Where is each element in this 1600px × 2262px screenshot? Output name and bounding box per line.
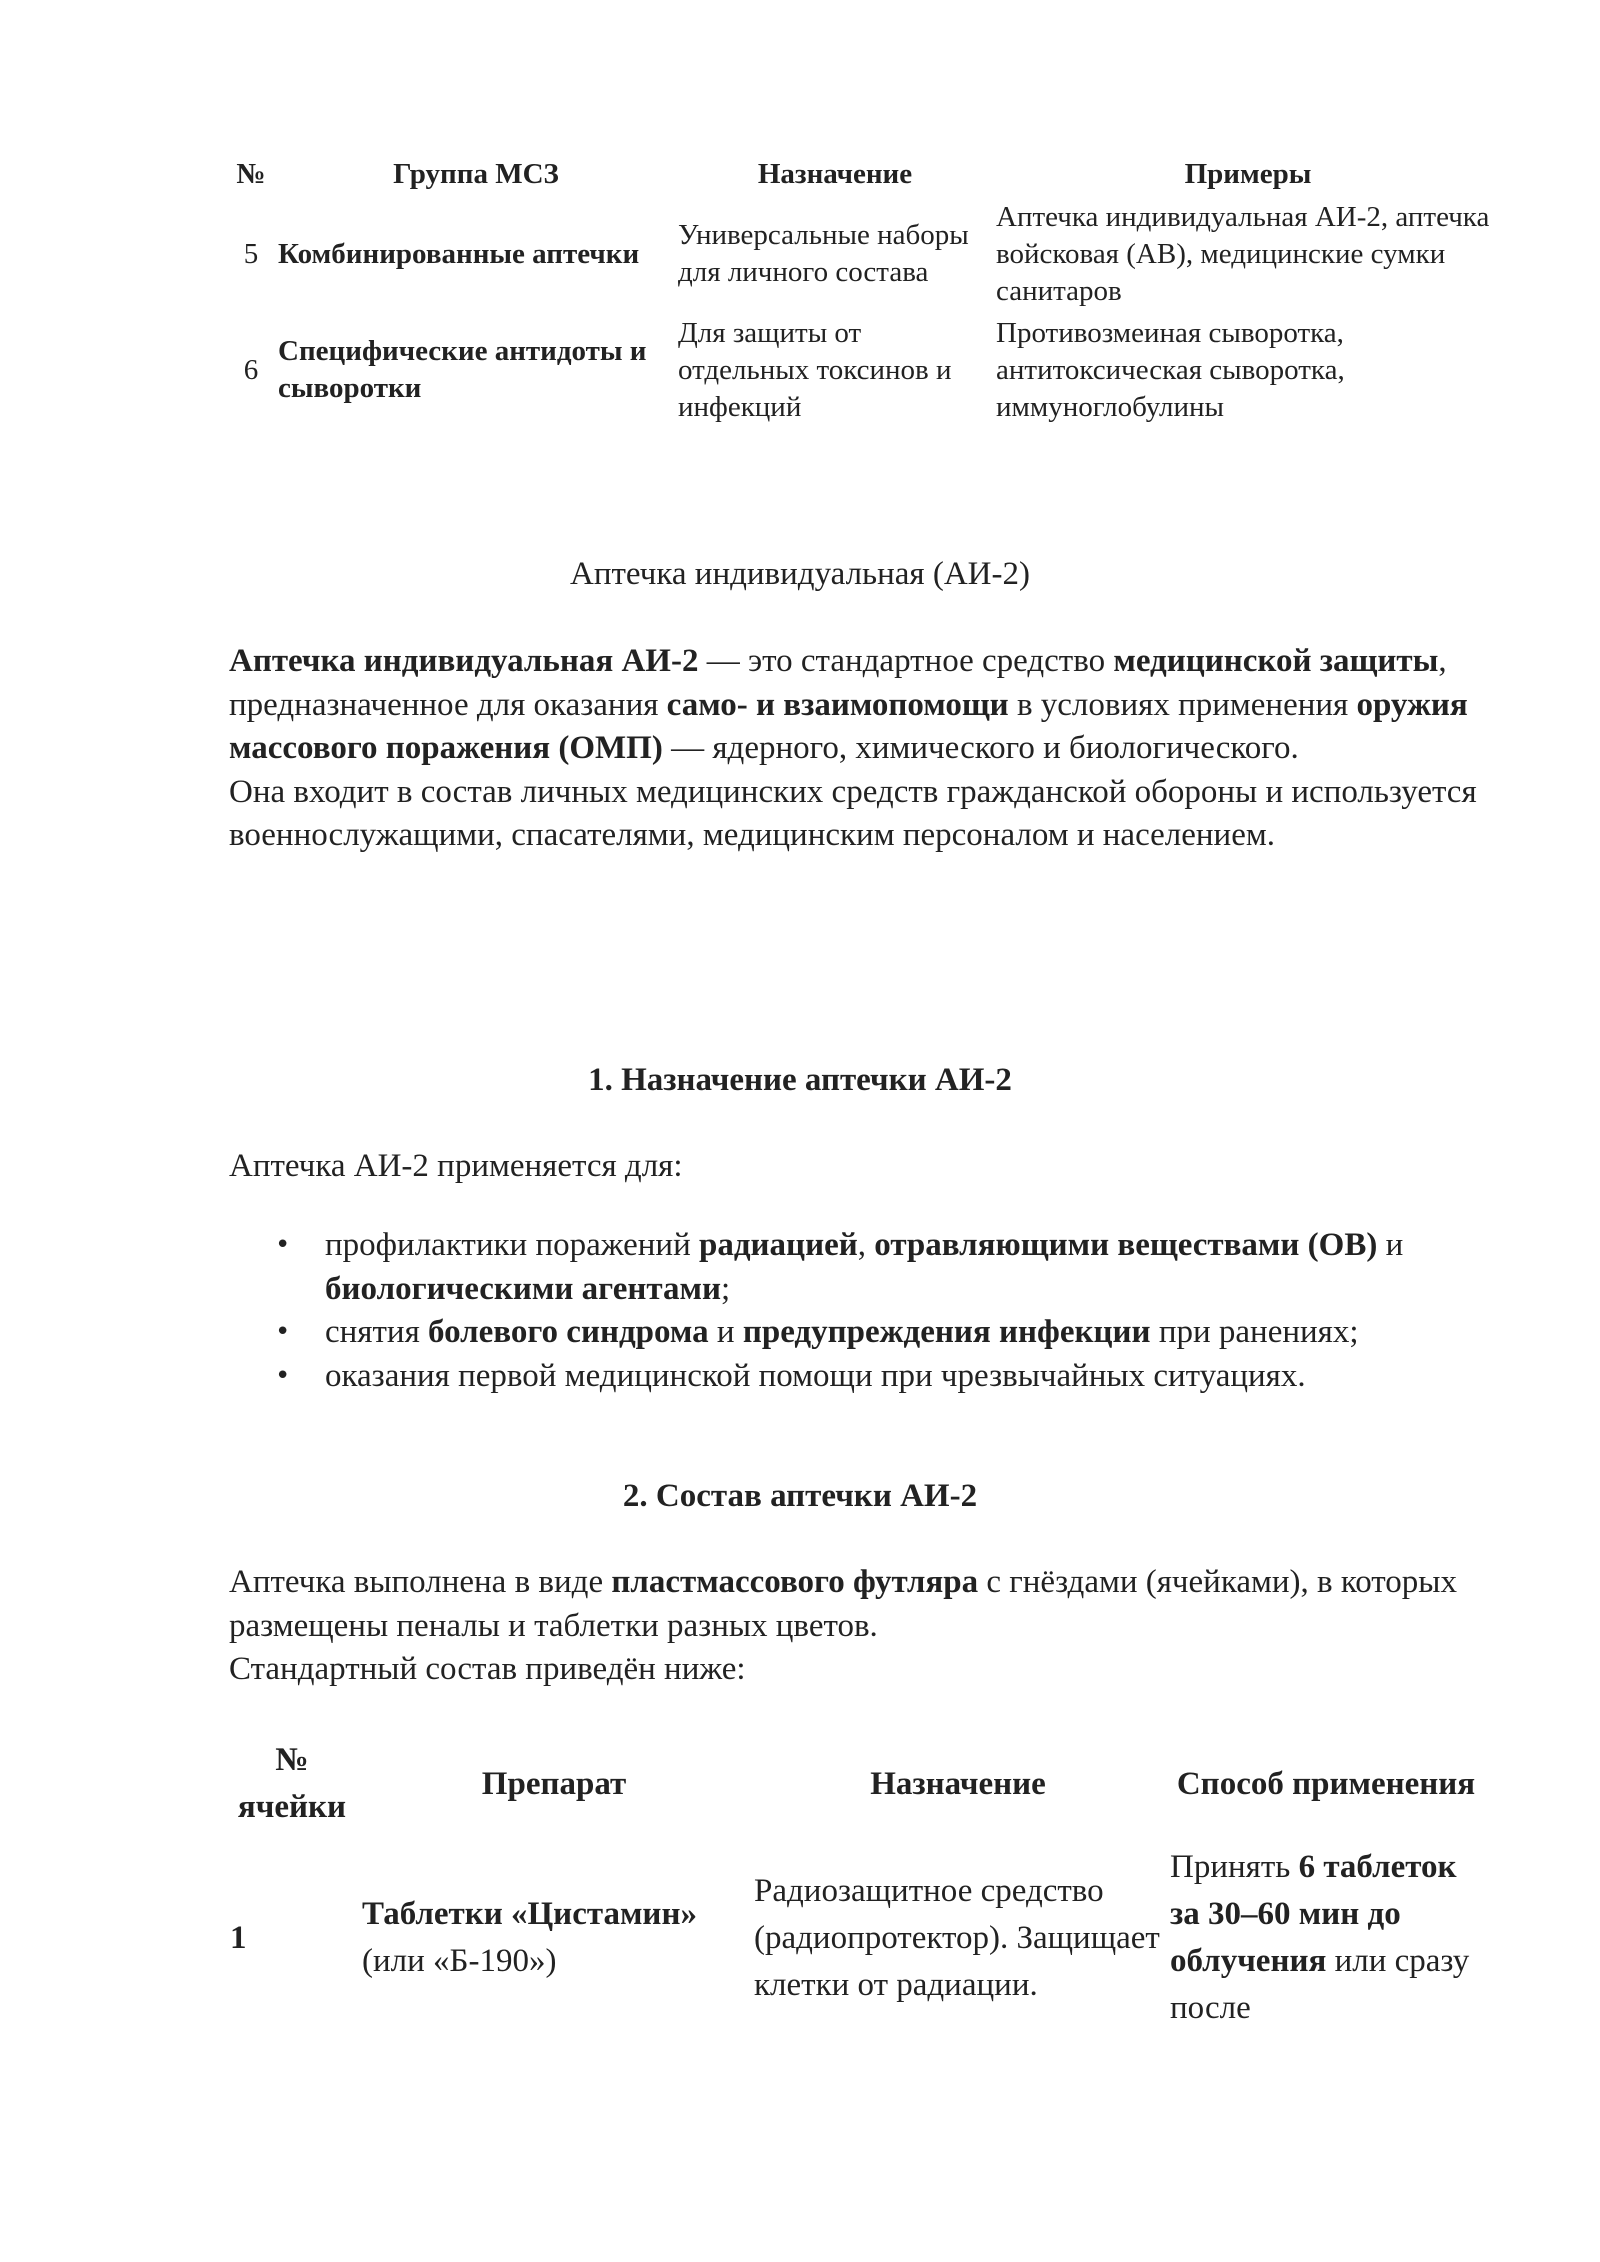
- col-header-cell-number: № ячейки: [237, 1742, 347, 1825]
- list-text: при ранениях;: [1150, 1314, 1359, 1350]
- section-1-heading: 1. Назначение аптечки АИ-2: [588, 1062, 1012, 1098]
- row-examples: Противозмеиная сыворотка, антитоксическая сыворотка, иммуноглобулины: [996, 316, 1345, 423]
- intro-text-5: Она входит в состав личных медицинских средств гражданской обороны и используется военнослужащими, спасателями, медицинским персоналом и населением.: [229, 773, 1477, 853]
- purpose-list: [229, 1224, 1595, 1398]
- list-text: профилактики поражений: [325, 1227, 699, 1263]
- intro-text-1: — это стандартное средство: [698, 643, 1114, 679]
- list-item: [325, 1224, 1595, 1311]
- list-text: ,: [857, 1227, 875, 1263]
- row-examples: Аптечка индивидуальная АИ-2, аптечка войсковая (АВ), медицинские сумки санитаров: [996, 200, 1490, 307]
- table-row: [226, 312, 1502, 428]
- row-purpose: Универсальные наборы для личного состава: [678, 219, 969, 288]
- row-drug: [358, 1844, 750, 2032]
- section-1-lead: Аптечка АИ-2 применяется для:: [229, 1148, 683, 1184]
- para-text: Аптечка выполнена в виде: [229, 1564, 612, 1600]
- intro-text-4: — ядерного, химического и биологического.: [662, 730, 1299, 766]
- list-bold: предупреждения инфекции: [742, 1314, 1151, 1350]
- para-bold: пластмассового футляра: [611, 1564, 979, 1600]
- list-text: и: [1377, 1227, 1404, 1263]
- intro-text-2: , предназначенное для оказания: [229, 643, 1447, 723]
- row-group: Специфические антидоты и сыворотки: [278, 335, 647, 404]
- section-2-heading: 2. Состав аптечки АИ-2: [622, 1478, 978, 1514]
- intro-bold-2: медицинской защиты: [1113, 643, 1439, 679]
- document-subtitle: Аптечка индивидуальная (АИ-2): [570, 556, 1030, 592]
- row-cell-number: 1: [230, 1919, 247, 1956]
- row-purpose: Для защиты от отдельных токсинов и инфекций: [678, 316, 952, 423]
- usage-bold: 6 таблеток за 30–60 мин до облучения: [1170, 1849, 1457, 1979]
- para-text: с гнёздами (ячейками), в которых размещены пеналы и таблетки разных цветов.: [229, 1564, 1457, 1644]
- drug-alt: (или «Б-190»): [362, 1943, 557, 1979]
- list-text: оказания первой медицинской помощи при чрезвычайных ситуациях.: [325, 1357, 1306, 1394]
- intro-paragraph: [229, 640, 1489, 858]
- col-header-usage: Способ применения: [1176, 1765, 1476, 1802]
- msz-groups-table: [226, 152, 1502, 428]
- row-group: Комбинированные аптечки: [278, 237, 640, 270]
- list-item: [325, 1355, 1595, 1399]
- drug-name: Таблетки «Цистамин»: [362, 1896, 697, 1932]
- table-row: [226, 196, 1502, 312]
- kit-composition-table: [226, 1724, 1486, 2032]
- list-bold: болевого синдрома: [428, 1314, 709, 1350]
- section-2-paragraph: [229, 1561, 1489, 1692]
- intro-bold-4: оружия массового поражения (ОМП): [229, 686, 1468, 766]
- row-usage: [1166, 1844, 1486, 2032]
- list-text: снятия: [325, 1314, 428, 1350]
- list-text: и: [708, 1314, 743, 1350]
- table-row: [226, 1844, 1486, 2032]
- list-item: [325, 1311, 1595, 1355]
- col-header-purpose: Назначение: [870, 1765, 1046, 1802]
- intro-bold-1: Аптечка индивидуальная АИ-2: [229, 643, 699, 679]
- col-header-group: Группа МСЗ: [393, 157, 559, 190]
- list-bold: отравляющими веществами (ОВ): [874, 1227, 1378, 1263]
- table-header-row: [226, 152, 1502, 196]
- row-number: 5: [243, 237, 259, 270]
- usage-text: или сразу после: [1170, 1943, 1470, 2026]
- col-header-drug: Препарат: [481, 1765, 627, 1802]
- row-number: 6: [243, 353, 259, 386]
- intro-text-3: в условиях применения: [1008, 686, 1357, 723]
- table-header-row: [226, 1724, 1486, 1844]
- list-bold: биологическими агентами: [325, 1270, 721, 1307]
- col-header-examples: Примеры: [1184, 157, 1312, 190]
- col-header-purpose: Назначение: [757, 157, 913, 190]
- list-bold: радиацией: [699, 1227, 858, 1263]
- row-purpose: Радиозащитное средство (радиопротектор). Защищает клетки от радиации.: [754, 1872, 1160, 2003]
- list-text: ;: [720, 1270, 731, 1307]
- intro-bold-3: само- и взаимопомощи: [666, 686, 1009, 723]
- col-header-number: №: [236, 157, 266, 190]
- para-text: Стандартный состав приведён ниже:: [229, 1651, 746, 1687]
- usage-text: Принять: [1170, 1849, 1299, 1885]
